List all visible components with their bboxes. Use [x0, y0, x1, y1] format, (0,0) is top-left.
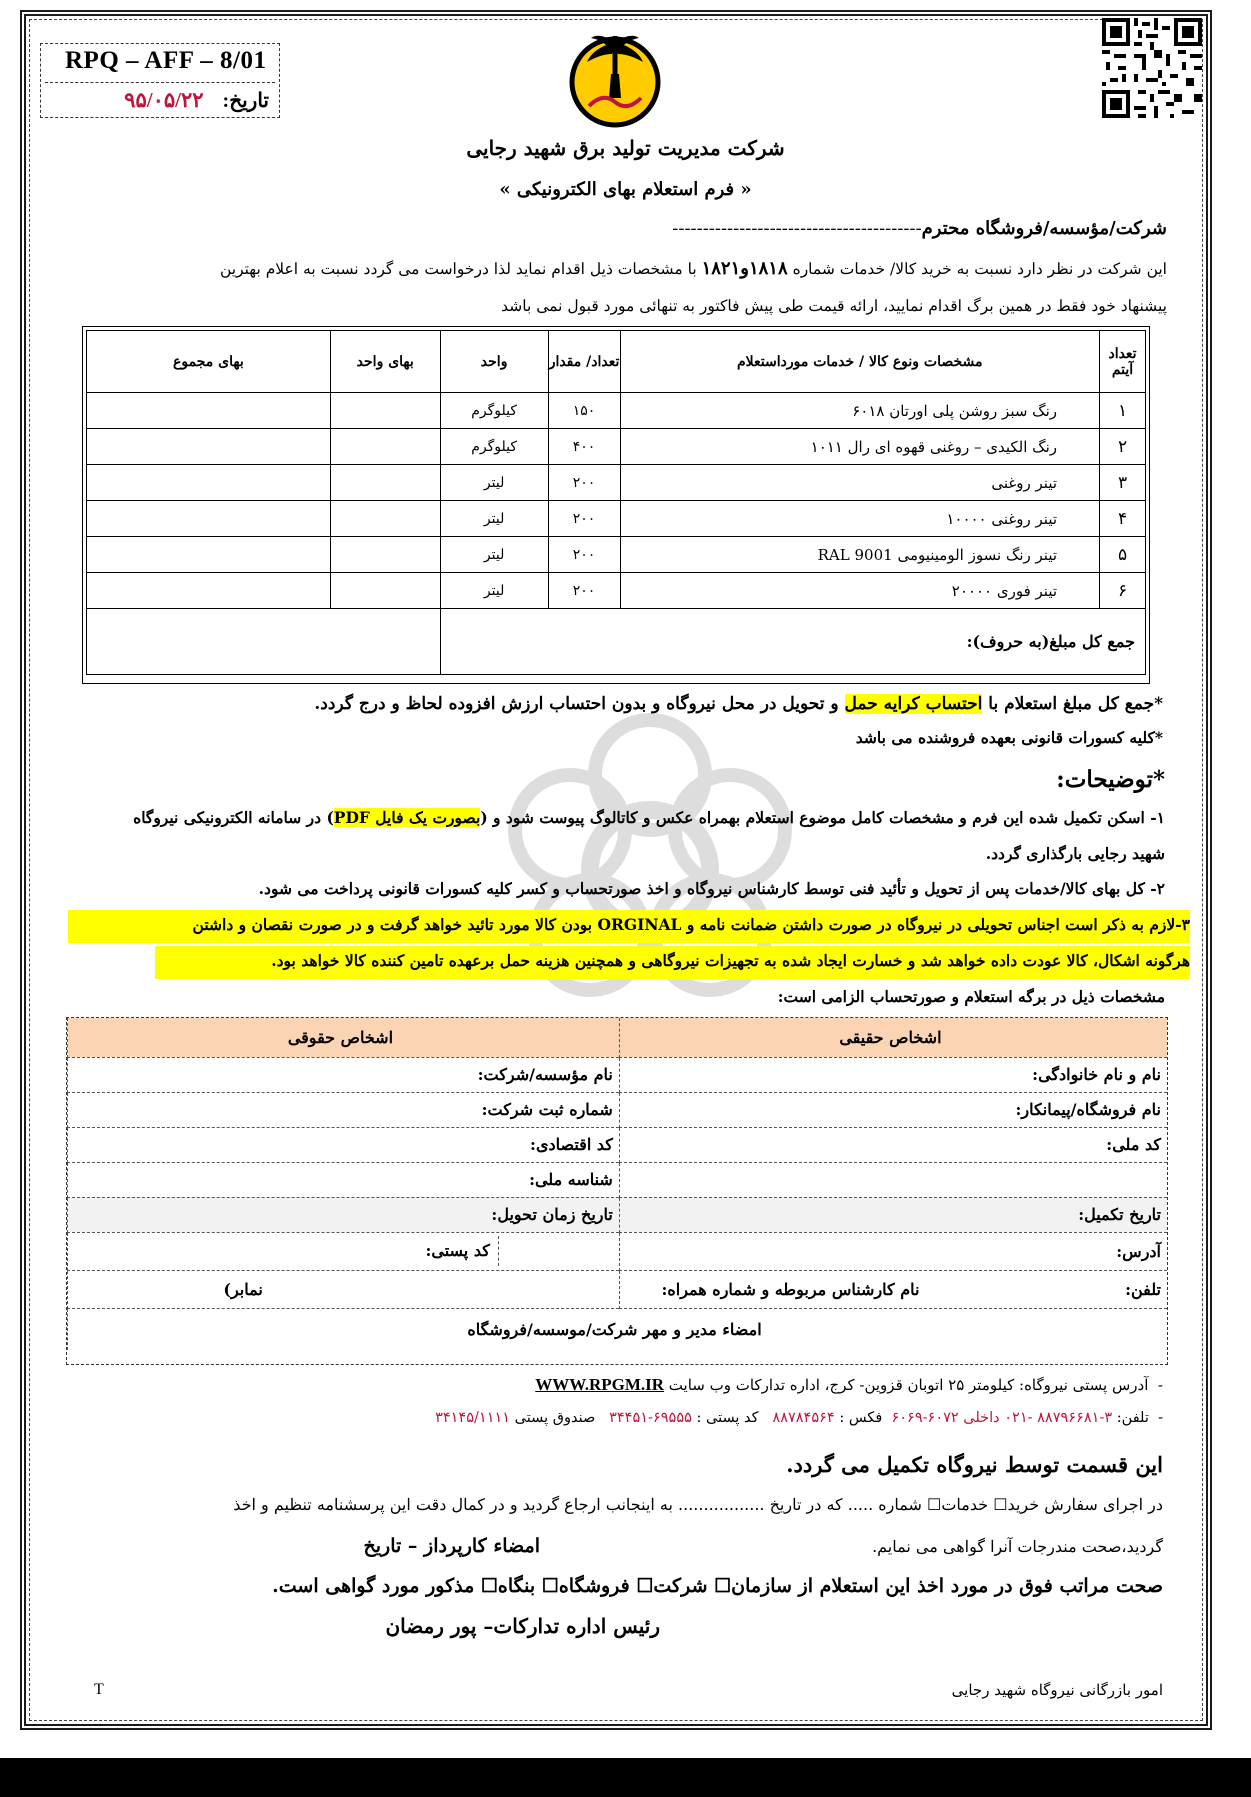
row-number: ۲: [1100, 429, 1146, 465]
procurement-head-signature: رئیس اداره تدارکات– پور رمضان: [385, 1614, 660, 1638]
row-total-price[interactable]: [87, 537, 331, 573]
row-total-price[interactable]: [87, 573, 331, 609]
field-national-code[interactable]: کد ملی:: [619, 1127, 1167, 1162]
field-signature[interactable]: امضاء مدیر و مهر شرکت/موسسه/فروشگاه: [68, 1308, 1168, 1350]
intro-text-cont: با مشخصات ذیل اقدام نماید لذا درخواست می گردد نسبت به اعلام بهترین: [219, 260, 697, 278]
field-postal-code[interactable]: [68, 1232, 620, 1270]
row-unit: کیلوگرم: [440, 393, 548, 429]
vendor-info-table: [67, 1018, 1167, 1350]
row-description: تینر فوری ۲۰۰۰۰: [620, 573, 1100, 609]
row-number: ۶: [1100, 573, 1146, 609]
description-1: [45, 808, 1165, 827]
table-row: [87, 537, 1146, 573]
expert-label: نام کارشناس مربوطه و شماره همراه:: [661, 1279, 920, 1299]
request-number: ۱۸۱۸و۱۸۲۱: [701, 258, 788, 279]
row-quantity: ۲۰۰: [548, 501, 620, 537]
row-quantity: ۲۰۰: [548, 573, 620, 609]
row-description: تینر روغنی: [620, 465, 1100, 501]
note-freight: [63, 694, 1163, 714]
qr-code-icon: [1102, 18, 1202, 118]
row-number: ۵: [1100, 537, 1146, 573]
info-row: [68, 1057, 1168, 1092]
note-freight-highlight: احتساب کرایه حمل: [844, 694, 983, 714]
bullet: -: [1148, 1410, 1163, 1426]
row-number: ۴: [1100, 501, 1146, 537]
row-description: تینر رنگ نسوز الومینیومی RAL 9001: [620, 537, 1100, 573]
row-description: رنگ سبز روشن پلی اورتان ۶۰۱۸: [620, 393, 1100, 429]
company-name: شرکت مدیریت تولید برق شهید رجایی: [466, 136, 785, 160]
row-total-price[interactable]: [87, 501, 331, 537]
description-2: ۲- کل بهای کالا/خدمات پس از تحویل و تأئید فنی توسط کارشناس نیروگاه و اخذ صورتحساب و کسر کلیه کسورات قانونی پرداخت می شود.: [258, 879, 1165, 898]
total-row: [87, 609, 1146, 675]
scan-bottom-band: [0, 1758, 1251, 1797]
phone-label: تلفن:: [1125, 1279, 1161, 1299]
footer-department: امور بازرگانی نیروگاه شهید رجایی: [951, 1681, 1163, 1699]
purchase-certification: در اجرای سفارش خرید☐ خدمات☐ شماره ..... که در تاریخ ................. به اینجانب ارجاع گردید و در کمال دقت این پرسشنامه تنظیم و اخذ: [233, 1495, 1163, 1514]
ref-divider: [45, 82, 275, 83]
inquiry-certification: صحت مراتب فوق در مورد اخذ این استعلام از سازمان☐ شرکت☐ فروشگاه☐ بنگاه☐ مذکور مورد گواهی است.: [272, 1575, 1163, 1597]
descriptions-title: *توضیحات:: [1056, 766, 1165, 793]
header-legal-persons: اشخاص حقوقی: [68, 1018, 620, 1057]
intro-line-2: پیشنهاد خود فقط در همین برگ اقدام نمایید، ارائه قیمت طی پیش فاکتور به تنهائی مورد قبول نمی باشد: [501, 297, 1167, 315]
required-info-note: مشخصات ذیل در برگه استعلام و صورتحساب الزامی است:: [777, 987, 1165, 1006]
info-row: [68, 1232, 1168, 1270]
field-national-id[interactable]: شناسه ملی:: [68, 1162, 620, 1197]
note-freight-text-cont: و تحویل در محل نیروگاه و بدون احتساب ارزش افزوده لحاظ و درج گردد.: [314, 694, 839, 714]
row-unit-price[interactable]: [330, 501, 440, 537]
row-unit-price[interactable]: [330, 573, 440, 609]
bullet: -: [1148, 1376, 1163, 1394]
field-shop-name[interactable]: نام فروشگاه/پیمانکار:: [619, 1092, 1167, 1127]
field-delivery-date[interactable]: تاریخ زمان تحویل:: [68, 1197, 620, 1232]
purchase-certification-cont: گردید،صحت مندرجات آنرا گواهی می نمایم.: [872, 1537, 1163, 1556]
intro-line-1: [57, 258, 1167, 279]
plant-section-title: این قسمت توسط نیروگاه تکمیل می گردد.: [786, 1452, 1163, 1477]
form-title: « فرم استعلام بهای الکترونیکی »: [499, 179, 752, 200]
info-row: [68, 1270, 1168, 1308]
description-1-highlight: بصورت یک فایل PDF: [333, 808, 481, 827]
table-row: [87, 429, 1146, 465]
plant-contact-numbers: [63, 1410, 1163, 1426]
row-unit: لیتر: [440, 465, 548, 501]
field-economic-code[interactable]: کد اقتصادی:: [68, 1127, 620, 1162]
header-real-persons: اشخاص حقیقی: [619, 1018, 1167, 1057]
field-registration-number[interactable]: شماره ثبت شرکت:: [68, 1092, 620, 1127]
row-unit: کیلوگرم: [440, 429, 548, 465]
field-phone[interactable]: [619, 1270, 1167, 1308]
form-code: RPQ – AFF – 8/01: [65, 47, 267, 74]
header-total-price: بهای مجموع: [87, 331, 331, 393]
row-unit-price[interactable]: [330, 465, 440, 501]
tel-numbers: ۳-۸۸۷۹۶۶۸۱ -۰۲۱ داخلی ۶۰۷۲-۶۰۶۹: [891, 1410, 1113, 1426]
description-1-text: ۱- اسکن تکمیل شده این فرم و مشخصات کامل موضوع استعلام بهمراه عکس و کاتالوگ پیوست شود و (: [480, 808, 1165, 827]
purchaser-signature: امضاء کارپرداز – تاریخ: [363, 1535, 540, 1557]
header-unit: واحد: [440, 331, 548, 393]
table-row: [87, 393, 1146, 429]
date-value: ۹۵/۰۵/۲۲: [124, 88, 204, 112]
info-row: [68, 1127, 1168, 1162]
note-freight-text: *جمع کل مبلغ استعلام با: [988, 694, 1163, 714]
postal-code-label: کد پستی:: [425, 1236, 498, 1266]
intro-text: این شرکت در نظر دارد نسبت به خرید کالا/ خدمات شماره: [792, 260, 1167, 278]
date-label: تاریخ:: [222, 90, 269, 112]
po-box-label: صندوق پستی: [514, 1410, 596, 1426]
total-amount-label: جمع کل مبلغ(به حروف):: [440, 609, 1145, 675]
info-header-row: [68, 1018, 1168, 1057]
field-completion-date[interactable]: تاریخ تکمیل:: [619, 1197, 1167, 1232]
row-quantity: ۲۰۰: [548, 465, 620, 501]
header-item-count: تعداد آیتم: [1100, 331, 1146, 393]
footer-page-mark: T: [94, 1681, 104, 1698]
row-number: ۳: [1100, 465, 1146, 501]
header-description: مشخصات ونوع کالا / خدمات مورداستعلام: [620, 331, 1100, 393]
row-quantity: ۲۰۰: [548, 537, 620, 573]
website-link[interactable]: WWW.RPGM.IR: [535, 1375, 665, 1394]
field-empty: [619, 1162, 1167, 1197]
row-unit-price[interactable]: [330, 393, 440, 429]
info-row: [68, 1092, 1168, 1127]
row-total-price[interactable]: [87, 429, 331, 465]
row-quantity: ۱۵۰: [548, 393, 620, 429]
row-number: ۱: [1100, 393, 1146, 429]
description-1-text-cont: ) در سامانه الکترونیکی نیروگاه: [133, 808, 334, 827]
tel-label: تلفن:: [1116, 1410, 1149, 1426]
note-deductions: *کلیه کسورات قانونی بعهده فروشنده می باشد: [855, 728, 1163, 747]
form-date: [124, 88, 269, 113]
table-row: [87, 501, 1146, 537]
info-row: [68, 1197, 1168, 1232]
postal-code-number: ۶۹۵۵۵-۳۴۴۵۱: [609, 1410, 692, 1426]
plant-address-text: آدرس پستی نیروگاه: کیلومتر ۲۵ اتوبان قزوین- کرج، اداره تداركات وب سایت: [668, 1376, 1149, 1394]
field-company-name[interactable]: نام مؤسسه/شرکت:: [68, 1057, 620, 1092]
items-table: [86, 330, 1146, 675]
po-box-number: ۳۴۱۴۵/۱۱۱۱: [435, 1410, 511, 1426]
row-unit: لیتر: [440, 573, 548, 609]
fax-label: نمابر): [223, 1279, 263, 1299]
field-full-name[interactable]: نام و نام خانوادگی:: [619, 1057, 1167, 1092]
row-description: تینر روغنی ۱۰۰۰۰: [620, 501, 1100, 537]
field-address[interactable]: آدرس:: [619, 1232, 1167, 1270]
row-unit-price[interactable]: [330, 537, 440, 573]
company-logo-icon: [569, 28, 661, 130]
total-amount-field[interactable]: [87, 609, 441, 675]
row-description: رنگ الکیدی – روغنی قهوه ای رال ۱۰۱۱: [620, 429, 1100, 465]
table-row: [87, 465, 1146, 501]
row-total-price[interactable]: [87, 393, 331, 429]
field-fax[interactable]: [68, 1270, 620, 1308]
plant-address: [63, 1375, 1163, 1395]
row-total-price[interactable]: [87, 465, 331, 501]
description-1-cont: شهید رجایی بارگذاری گردد.: [985, 844, 1165, 863]
recipient-line: [167, 218, 1167, 239]
row-unit-price[interactable]: [330, 429, 440, 465]
form-reference-box: [40, 43, 280, 118]
row-unit: لیتر: [440, 501, 548, 537]
table-row: [87, 573, 1146, 609]
description-3-cont: هرگونه اشکال، کالا عودت داده خواهد شد و خسارت ایجاد شده به تجهیزات نیروگاهی و همچنین هزینه حمل برعهده تامین کننده کالا خواهد بود.: [155, 946, 1190, 979]
description-3: ۳-لازم به ذکر است اجناس تحویلی در نیروگاه در صورت داشتن ضمانت نامه و ORGINAL بودن کالا مورد تائید خواهد گرفت و در صورت نقصان و داشتن: [68, 910, 1190, 943]
info-row: [68, 1308, 1168, 1350]
fax-number: ۸۸۷۸۴۵۶۴: [772, 1410, 835, 1426]
row-quantity: ۴۰۰: [548, 429, 620, 465]
row-unit: لیتر: [440, 537, 548, 573]
recipient-blank: -----------------------------------------: [672, 218, 922, 239]
items-header-row: [87, 331, 1146, 393]
header-quantity: تعداد/ مقدار: [548, 331, 620, 393]
recipient-label: شرکت/مؤسسه/فروشگاه محترم: [921, 218, 1167, 239]
fax-label: فکس :: [839, 1410, 883, 1426]
postal-code-label: کد پستی :: [696, 1410, 759, 1426]
info-row: [68, 1162, 1168, 1197]
header-unit-price: بهای واحد: [330, 331, 440, 393]
